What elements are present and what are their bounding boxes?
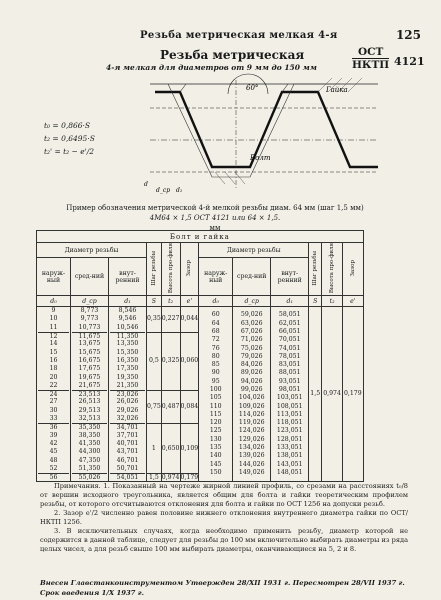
gap-header-left: Зазор — [186, 259, 193, 277]
mean-diameter: 21,675 — [78, 381, 101, 389]
mean-diameter: 15,675 — [78, 348, 101, 356]
thread-table — [36, 230, 364, 482]
mean-diameter: 75,026 — [240, 344, 263, 352]
mean-diameter: 9,773 — [80, 315, 99, 323]
outer-diameter: 68 — [211, 327, 220, 335]
outer-diameter: 120 — [209, 419, 222, 427]
gap-value: 0,109 — [181, 423, 199, 473]
outer-diameter: 135 — [209, 444, 222, 452]
outer-diameter: 76 — [211, 344, 220, 352]
table-title: Болт и гайка — [37, 231, 364, 243]
outer-diameter: 36 — [38, 423, 69, 431]
outer-diameter: 22 — [49, 381, 58, 389]
step-header-right: Шаг резьбы — [312, 250, 319, 286]
inner-diameter: 19,350 — [116, 373, 139, 381]
nut-label: Гайка — [326, 86, 348, 94]
left-step-column — [147, 307, 162, 482]
inner-diameter: 32,026 — [116, 415, 139, 423]
mean-diameter: 139,026 — [238, 452, 265, 460]
mean-diameter: 149,026 — [238, 468, 265, 476]
mean-diameter: 114,026 — [238, 410, 265, 418]
sym-dsr: d_ср — [233, 296, 271, 307]
note-1: Примечания. 1. Показанный на чертеже жирной линией профиль, со срезами на расстояниях t₀/8 от вершин исходного треугольника, является общим для болта и гайки теоретическим профилем резьбы, от которого отсчитываются отклонения для болта и гайки по ОСТ 1256 на допуски резьб. — [40, 482, 408, 508]
mean-diameter: 10,773 — [78, 323, 101, 331]
dsr-label: d_ср — [156, 187, 171, 194]
outer-diameter: 125 — [209, 427, 222, 435]
designation-example — [45, 203, 385, 233]
outer-diameter: 15 — [49, 348, 58, 356]
gap-value: 0,044 — [180, 315, 199, 323]
mean-diameter: 55,026 — [72, 473, 107, 481]
height-header-right: Высота про-филя — [329, 243, 336, 294]
mean-diameter: 134,026 — [238, 444, 265, 452]
mean-diameter: 47,350 — [78, 456, 101, 464]
mean-diameter: 63,026 — [240, 319, 263, 327]
angle-label: 60° — [246, 84, 259, 92]
height-value: 0,974 — [161, 473, 180, 481]
inner-diameter: 133,051 — [276, 444, 303, 452]
right-gap-cell: 0,179 — [342, 307, 363, 482]
notes-section — [40, 482, 408, 554]
standard-number: 4121 — [394, 55, 425, 68]
gap-value: 0,084 — [181, 390, 199, 423]
step-value: 0,35 — [147, 315, 161, 323]
inner-diameter: 143,051 — [276, 460, 303, 468]
outer-diameter: 30 — [49, 406, 58, 414]
outer-diameter: 130 — [209, 435, 222, 443]
inner-diameter: 23,026 — [110, 390, 145, 398]
inner-diameter: 118,051 — [276, 419, 303, 427]
sym-t2: t₂ — [322, 296, 343, 307]
outer-diameter: 16 — [49, 356, 58, 364]
inner-header-left: внут-ренний — [109, 258, 147, 296]
height-value: 0,487 — [162, 390, 180, 423]
footer-note: Внесен Главстанкоинструментом Утвержден 28/XII 1931 г. Пересмотрен 28/VII 1937 г. Срок введения 1/X 1937 г. — [40, 579, 405, 597]
inner-diameter: 123,051 — [276, 427, 303, 435]
mean-diameter: 16,675 — [78, 356, 101, 364]
inner-diameter: 34,701 — [110, 423, 145, 431]
inner-diameter: 10,546 — [116, 323, 139, 331]
inner-diameter: 46,701 — [116, 456, 139, 464]
gap-value: 0,060 — [181, 332, 199, 390]
formula-t2: t₂ = 0,6495·S — [44, 134, 95, 143]
inner-diameter: 93,051 — [278, 377, 301, 385]
outer-diameter: 145 — [209, 460, 222, 468]
mean-diameter: 13,675 — [78, 340, 101, 348]
inner-diameter: 15,350 — [116, 348, 139, 356]
note-3: 3. В исключительных случаях, когда необходимо применить резьбу, диаметр которой не содержится в данной таблице, следует для резьбы до 100 мм включительно выбирать диаметры из ряда целых чисел, а для резьб свыше 100 мм выбирать диаметры, оканчивающиеся на 5, 2 и 8. — [40, 527, 408, 553]
inner-diameter: 37,701 — [116, 431, 139, 439]
table-row — [37, 307, 364, 482]
thread-profile-drawing — [144, 72, 380, 194]
sym-d1: d₁ — [271, 296, 309, 307]
outer-diameter: 90 — [211, 369, 220, 377]
mid-header-left: сред-ний — [71, 258, 109, 296]
step-header-left: Шаг резьбы — [150, 250, 157, 286]
outer-diameter: 42 — [49, 439, 58, 447]
inner-diameter: 43,701 — [116, 448, 139, 456]
formula-t2-prime: t₂' = t₂ − e'/2 — [44, 147, 95, 156]
outer-diameter: 100 — [209, 386, 222, 393]
outer-diameter: 110 — [209, 402, 222, 410]
step-value: 0,5 — [147, 332, 161, 390]
outer-diameter: 56 — [38, 473, 69, 481]
sym-t2: t₂ — [161, 296, 180, 307]
outer-diameter: 20 — [49, 373, 58, 381]
outer-diameter: 39 — [49, 431, 58, 439]
sym-d0: d₀ — [37, 296, 71, 307]
standard-designation — [352, 46, 389, 71]
outer-diameter: 95 — [211, 377, 220, 385]
height-header-left: Высота про-филя — [167, 243, 174, 294]
example-line-1: Пример обозначения метрической 4-й мелкой резьбы диам. 64 мм (шаг 1,5 мм) — [66, 204, 364, 212]
outer-diameter: 12 — [38, 332, 69, 340]
mean-diameter: 124,026 — [238, 427, 265, 435]
outer-diameter: 14 — [49, 340, 58, 348]
inner-diameter: 113,051 — [276, 410, 303, 418]
bolt-label: Болт — [250, 154, 271, 162]
mean-diameter: 17,675 — [78, 365, 101, 373]
gap-value: 0,179 — [180, 473, 199, 481]
step-value: 0,75 — [147, 390, 161, 423]
running-header: Резьба метрическая мелкая 4-я — [140, 30, 338, 41]
outer-diameter: 48 — [49, 456, 58, 464]
example-line-2: 4M64 × 1,5 ОСТ 4121 или 64 × 1,5. — [149, 214, 281, 222]
page-title: Резьба метрическая — [160, 48, 305, 62]
mean-diameter: 99,026 — [240, 386, 263, 393]
sym-e: e' — [180, 296, 199, 307]
outer-diameter: 85 — [211, 361, 220, 369]
sym-s: S — [309, 296, 322, 307]
inner-diameter: 70,051 — [278, 336, 301, 344]
outer-diameter: 18 — [49, 365, 58, 373]
inner-diameter: 8,546 — [118, 307, 137, 315]
inner-diameter: 103,051 — [276, 394, 303, 402]
outer-diameter: 80 — [211, 352, 220, 360]
outer-diameter: 11 — [49, 323, 58, 331]
inner-header-right: внут-ренний — [271, 258, 309, 296]
mean-diameter: 104,026 — [238, 394, 265, 402]
height-value: 0,227 — [161, 315, 180, 323]
sym-d0: d₀ — [199, 296, 233, 307]
mean-diameter: 35,350 — [72, 423, 107, 431]
standard-top: ОСТ — [357, 46, 384, 58]
mean-diameter: 19,675 — [78, 373, 101, 381]
mean-diameter: 11,675 — [72, 332, 107, 340]
mean-diameter: 84,026 — [240, 361, 263, 369]
mean-diameter: 94,026 — [240, 377, 263, 385]
outer-diameter: 24 — [38, 390, 69, 398]
note-2: 2. Зазор e'/2 численно равен половине нижнего отклонения внутреннего диаметра гайки по ОСТ/НКТП 1256. — [40, 509, 408, 526]
inner-diameter: 83,051 — [278, 361, 301, 369]
inner-diameter: 88,051 — [278, 369, 301, 377]
mean-diameter: 109,026 — [238, 402, 265, 410]
inner-diameter: 78,051 — [278, 352, 301, 360]
mean-diameter: 144,026 — [238, 460, 265, 468]
right-dsr-column — [233, 307, 271, 482]
outer-diameter: 27 — [49, 398, 58, 406]
left-height-column — [161, 307, 180, 482]
height-value: 0,325 — [162, 332, 180, 390]
inner-diameter: 13,350 — [116, 340, 139, 348]
mean-diameter: 67,026 — [240, 327, 263, 335]
page-number: 125 — [395, 28, 421, 42]
outer-diameter: 60 — [211, 311, 220, 319]
d1-label: d₁ — [176, 187, 183, 194]
mid-header-right: сред-ний — [233, 258, 271, 296]
sym-dsr: d_ср — [71, 296, 109, 307]
inner-diameter: 74,051 — [278, 344, 301, 352]
mean-diameter: 129,026 — [238, 435, 265, 443]
inner-diameter: 16,350 — [116, 356, 139, 364]
right-d0-column — [199, 307, 233, 482]
inner-diameter: 21,350 — [116, 381, 139, 389]
outer-diameter: 10 — [49, 315, 58, 323]
outer-header-left: наруж-ный — [37, 258, 71, 296]
sym-d1: d₁ — [109, 296, 147, 307]
inner-diameter: 66,051 — [278, 327, 301, 335]
inner-diameter: 11,350 — [110, 332, 145, 340]
sym-s: S — [147, 296, 162, 307]
inner-diameter: 9,546 — [118, 315, 137, 323]
outer-diameter: 140 — [209, 452, 222, 460]
formula-t0: t₀ = 0,866·S — [44, 121, 91, 130]
inner-diameter: 40,701 — [116, 439, 139, 447]
inner-diameter: 108,051 — [276, 402, 303, 410]
mean-diameter: 59,026 — [240, 311, 263, 319]
outer-diameter: 45 — [49, 448, 58, 456]
right-d1-column — [271, 307, 309, 482]
height-value: 0,650 — [162, 423, 180, 473]
mean-diameter: 71,026 — [240, 336, 263, 344]
inner-diameter: 29,026 — [116, 406, 139, 414]
sym-e: e' — [342, 296, 363, 307]
outer-diameter: 105 — [209, 394, 222, 402]
mean-diameter: 79,026 — [240, 352, 263, 360]
outer-diameter: 115 — [209, 410, 222, 418]
d-label: d — [144, 181, 148, 188]
inner-diameter: 54,051 — [110, 473, 145, 481]
mean-diameter: 51,350 — [78, 464, 101, 472]
mean-diameter: 89,026 — [240, 369, 263, 377]
diameter-header-right: Диаметр резьбы — [199, 243, 309, 258]
right-height-cell: 0,974 — [322, 307, 343, 482]
inner-diameter: 26,026 — [116, 398, 139, 406]
gap-header-right: Зазор — [349, 259, 356, 277]
inner-diameter: 98,051 — [278, 386, 301, 393]
mean-diameter: 119,026 — [238, 419, 265, 427]
example-unit: мм — [209, 224, 221, 232]
left-d0-column — [37, 307, 71, 482]
outer-diameter: 64 — [211, 319, 220, 327]
left-dsr-column — [71, 307, 109, 482]
inner-diameter: 148,051 — [276, 468, 303, 476]
left-gap-column — [180, 307, 199, 482]
step-value: 1 — [147, 423, 161, 473]
mean-diameter: 32,513 — [78, 415, 101, 423]
inner-diameter: 138,051 — [276, 452, 303, 460]
inner-diameter: 128,051 — [276, 435, 303, 443]
left-d1-column — [109, 307, 147, 482]
right-step-cell: 1,5 — [309, 307, 322, 482]
outer-header-right: наруж-ный — [199, 258, 233, 296]
inner-diameter: 58,051 — [278, 311, 301, 319]
step-value: 1,5 — [148, 473, 159, 481]
mean-diameter: 26,513 — [78, 398, 101, 406]
standard-bottom: НКТП — [352, 59, 390, 71]
outer-diameter: 72 — [211, 336, 220, 344]
mean-diameter: 8,773 — [80, 307, 99, 315]
mean-diameter: 38,350 — [78, 431, 101, 439]
inner-diameter: 50,701 — [116, 464, 139, 472]
mean-diameter: 23,513 — [72, 390, 107, 398]
outer-diameter: 33 — [49, 415, 58, 423]
outer-diameter: 150 — [209, 468, 222, 476]
mean-diameter: 44,300 — [78, 448, 101, 456]
page-subtitle: 4-я мелкая для диаметров от 9 мм до 150 мм — [106, 63, 317, 72]
outer-diameter: 9 — [51, 307, 56, 315]
mean-diameter: 29,513 — [78, 406, 101, 414]
outer-diameter: 52 — [49, 464, 58, 472]
inner-diameter: 62,051 — [278, 319, 301, 327]
mean-diameter: 41,350 — [78, 439, 101, 447]
inner-diameter: 17,350 — [116, 365, 139, 373]
diameter-header-left: Диаметр резьбы — [37, 243, 147, 258]
